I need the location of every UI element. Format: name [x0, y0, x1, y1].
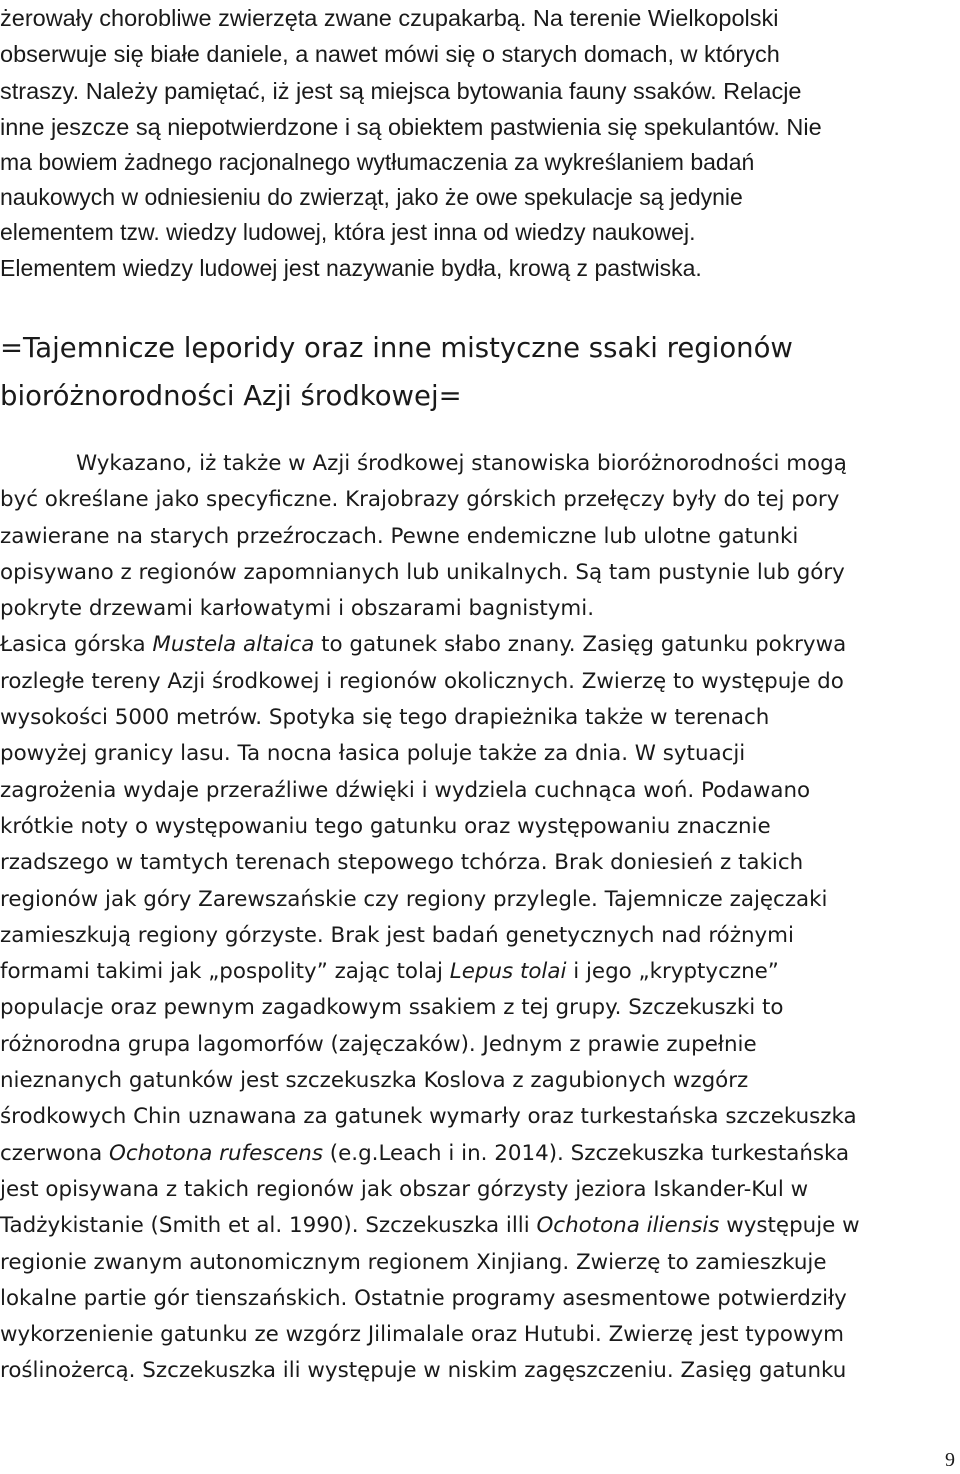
text-line: rzadszego w tamtych terenach stepowego tchórza. Brak doniesień z takich [0, 850, 804, 876]
text-line: Elementem wiedzy ludowej jest nazywanie bydła, krową z pastwiska. [0, 254, 702, 281]
species-name: Mustela altaica [152, 632, 315, 658]
text-line: rozległe tereny Azji środkowej i regionów okolicznych. Zwierzę to występuje do [0, 668, 844, 694]
text-line: powyżej granicy lasu. Ta nocna łasica poluje także za dnia. W sytuacji [0, 741, 746, 767]
text-line: roślinożercą. Szczekuszka ili występuje w niskim zagęszczeniu. Zasięg gatunku [0, 1358, 847, 1384]
text-line [0, 954, 960, 990]
text-fragment: czerwona [0, 1140, 109, 1166]
text-fragment: Łasica górska [0, 632, 153, 658]
main-paragraph [0, 446, 960, 1390]
text-line: regionów jak góry Zarewszańskie czy regiony przylegle. Tajemnicze zajęczaki [0, 886, 828, 912]
text-line: regionie zwanym autonomicznym regionem Xinjiang. Zwierzę to zamieszkuje [0, 1249, 827, 1275]
text-line: naukowych w odniesieniu do zwierząt, jako że owe spekulacje są jedynie [0, 184, 743, 211]
text-line: różnorodna grupa lagomorfów (zajęczaków). Jednym z prawie zupełnie [0, 1031, 757, 1057]
species-name: Ochotona rufescens [109, 1140, 323, 1166]
text-fragment: Nie [786, 113, 822, 140]
text-line: elementem tzw. wiedzy ludowej, która jest inna od wiedzy naukowej. [0, 219, 696, 246]
text-fragment: (e.g.Leach i in. 2014). Szczekuszka turkestańska [323, 1140, 850, 1166]
text-line [0, 1136, 960, 1172]
text-line: ma bowiem żadnego racjonalnego wytłumaczenia za wykreślaniem badań [0, 149, 755, 175]
text-fragment: inne jeszcze są niepotwierdzone i są obiektem pastwienia się spekulantów. [0, 113, 780, 140]
page-number: 9 [945, 1449, 955, 1471]
text-line: opisywano z regionów zapomnianych lub unikalnych. Są tam pustynie lub góry [0, 559, 845, 585]
text-line: obserwuje się białe daniele, a nawet mówi się o starych domach, w których [0, 41, 780, 68]
heading-line-2: bioróżnorodności Azji środkowej= [0, 379, 462, 412]
text-line: środkowych Chin uznawana za gatunek wymarły oraz turkestańska szczekuszka [0, 1104, 857, 1130]
species-name: Lepus tolai [449, 959, 567, 985]
text-line: być określane jako specyficzne. Krajobrazy górskich przełęczy były do tej pory [0, 487, 840, 513]
heading-line-1: =Tajemnicze leporidy oraz inne mistyczne ssaki regionów [0, 332, 793, 364]
text-line: straszy. Należy pamiętać, iż jest są miejsca bytowania fauny ssaków. Relacje [0, 77, 802, 104]
text-line: pokryte drzewami karłowatymi i obszarami bagnistymi. [0, 596, 595, 622]
text-line [0, 1208, 960, 1244]
text-line [0, 627, 960, 663]
text-fragment: występuje w [719, 1213, 860, 1239]
text-fragment: Tadżykistanie (Smith et al. 1990). Szczekuszka illi [0, 1213, 537, 1239]
intro-paragraph-part2 [0, 145, 960, 286]
text-line [0, 109, 960, 145]
section-heading [0, 325, 960, 420]
text-fragment: to gatunek słabo znany. Zasięg gatunku pokrywa [314, 632, 847, 658]
text-fragment: i jego „kryptyczne” [566, 959, 779, 985]
intro-paragraph-part1 [0, 0, 960, 145]
text-line: zamieszkują regiony górzyste. Brak jest badań genetycznych nad różnymi [0, 922, 794, 948]
text-line: wysokości 5000 metrów. Spotyka się tego drapieżnika także w terenach [0, 705, 770, 731]
species-name: Ochotona iliensis [536, 1213, 720, 1239]
text-line: lokalne partie gór tienszańskich. Ostatnie programy asesmentowe potwierdziły [0, 1285, 847, 1311]
text-line: zawierane na starych przeźroczach. Pewne endemiczne lub ulotne gatunki [0, 523, 799, 549]
text-line: jest opisywana z takich regionów jak obszar górzysty jeziora Iskander-Kul w [0, 1176, 809, 1202]
text-line: populacje oraz pewnym zagadkowym ssakiem z tej grupy. Szczekuszki to [0, 995, 784, 1021]
text-line: nieznanych gatunków jest szczekuszka Koslova z zagubionych wzgórz [0, 1068, 749, 1094]
text-line: zagrożenia wydaje przeraźliwe dźwięki i wydziela cuchnąca woń. Podawano [0, 777, 811, 803]
text-fragment: formami takimi jak „pospolity” zając tolaj [0, 959, 450, 985]
text-line: wykorzenienie gatunku ze wzgórz Jilimalale oraz Hutubi. Zwierzę jest typowym [0, 1322, 844, 1348]
text-line: żerowały chorobliwe zwierzęta zwane czupakarbą. Na terenie Wielkopolski [0, 5, 779, 31]
text-line: krótkie noty o występowaniu tego gatunku oraz występowaniu znacznie [0, 813, 771, 839]
text-line: Wykazano, iż także w Azji środkowej stanowiska bioróżnorodności mogą [76, 451, 847, 476]
